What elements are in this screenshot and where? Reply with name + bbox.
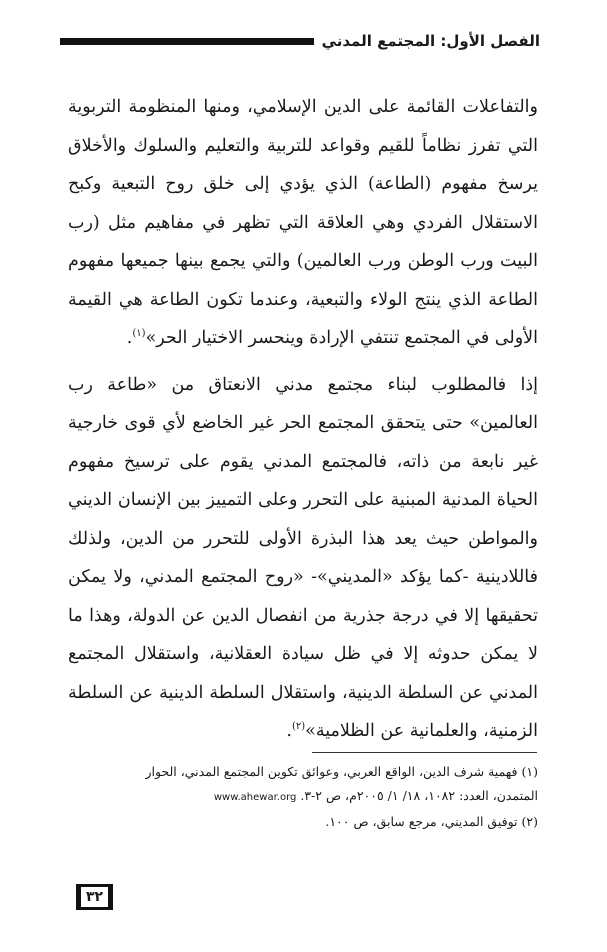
footnote-2: (٢) توفيق المديني، مرجع سابق، ص ١٠٠. (325, 814, 538, 829)
header-rule (60, 38, 314, 45)
paragraph-2: إذا فالمطلوب لبناء مجتمع مدني الانعتاق من «طاعة رب العالمين» حتى يتحقق المجتمع الحر غير الخاضع لأي قوى خارجية غير نابعة من ذاته، فالمجتمع المدني يقوم على ترسيخ مفهوم الحياة المدنية المبنية على التحرر وعلى التمييز بين الإنسان الديني والمواطن حيث يعد هذا البذرة الأولى للتحرر من الدين، ولذلك فاللادينية -كما يؤكد «المديني»- «روح المجتمع المدني، ولا يمكن تحقيقها إلا في درجة جذرية من انفصال الدين عن الدولة، وهذا ما لا يمكن حدوثه إلا في ظل سيادة العقلانية، واستقلال المجتمع المدني عن السلطة الدينية، واستقلال السلطة الدينية عن السلطة الزمنية، والعلمانية عن الظلامية»$^{(٢)}$. (68, 374, 538, 741)
page-number-bar-right (108, 884, 113, 910)
main-body (68, 88, 538, 759)
paragraph-1: والتفاعلات القائمة على الدين الإسلامي، ومنها المنظومة التربوية التي تفرز نظاماً للقيم وقواعد للتربية والتعليم والسلوك والأخلاق يرسخ مفهوم (الطاعة) الذي يؤدي إلى خلق روح التبعية وكبح الاستقلال الفردي وهي العلاقة التي تظهر في مفاهيم مثل (رب البيت ورب الوطن ورب العالمين) والتي يجمع بينها جميعها مفهوم الطاعة الذي ينتج الولاء والتبعية، وعندما تكون الطاعة هي القيمة الأولى في المجتمع تنتفي الإرادة وينحسر الاختيار الحر»$^{(١)}$. (68, 97, 538, 348)
footnote-1-line-2 (68, 784, 538, 810)
footnote-ref-1[interactable]: (١) (132, 328, 146, 340)
footnotes (68, 760, 538, 834)
footnote-1-line-1: (١) فهمية شرف الدين، الواقع العربي، وعوائق تكوين المجتمع المدني، الحوار (145, 764, 538, 779)
paragraph-2-text: إذا فالمطلوب لبناء مجتمع مدني الانعتاق من «طاعة رب العالمين» حتى يتحقق المجتمع الحر غير الخاضع لأي قوى خارجية غير نابعة من ذاته، فالمجتمع المدني يقوم على ترسيخ مفهوم الحياة المدنية المبنية على التحرر وعلى التمييز بين الإنسان الديني والمواطن حيث يعد هذا البذرة الأولى للتحرر من الدين، ولذلك فاللادينية -كما يؤكد «المديني»- «روح المجتمع المدني، ولا يمكن تحقيقها إلا في درجة جذرية من انفصال الدين عن الدولة، وهذا ما لا يمكن حدوثه إلا في ظل سيادة العقلانية، واستقلال المجتمع المدني عن السلطة الدينية، واستقلال السلطة الدينية عن السلطة الزمنية، والعلمانية عن الظلامية» (68, 374, 538, 741)
footnote-1-citation: المتمدن، العدد: ١٠٨٢، ١٨/ ١/ ٢٠٠٥م، ص ٢-٣. (300, 788, 538, 803)
page-number-box (76, 884, 113, 910)
paragraph-1-text: والتفاعلات القائمة على الدين الإسلامي، ومنها المنظومة التربوية التي تفرز نظاماً للقيم وقواعد للتربية والتعليم والسلوك والأخلاق يرسخ مفهوم (الطاعة) الذي يؤدي إلى خلق روح التبعية وكبح الاستقلال الفردي وهي العلاقة التي تظهر في مفاهيم مثل (رب البيت ورب الوطن ورب العالمين) والتي يجمع بينها جميعها مفهوم الطاعة الذي ينتج الولاء والتبعية، وعندما تكون الطاعة هي القيمة الأولى في المجتمع تنتفي الإرادة وينحسر الاختيار الحر» (68, 97, 538, 348)
footnote-ref-2[interactable]: (٢) (291, 721, 306, 733)
running-header (60, 28, 540, 54)
chapter-title: الفصل الأول: المجتمع المدني (321, 32, 540, 50)
page-number: ٣٢ (81, 884, 108, 910)
footnote-1-url[interactable]: www.ahewar.org (213, 792, 297, 803)
footnote-divider (312, 752, 537, 753)
